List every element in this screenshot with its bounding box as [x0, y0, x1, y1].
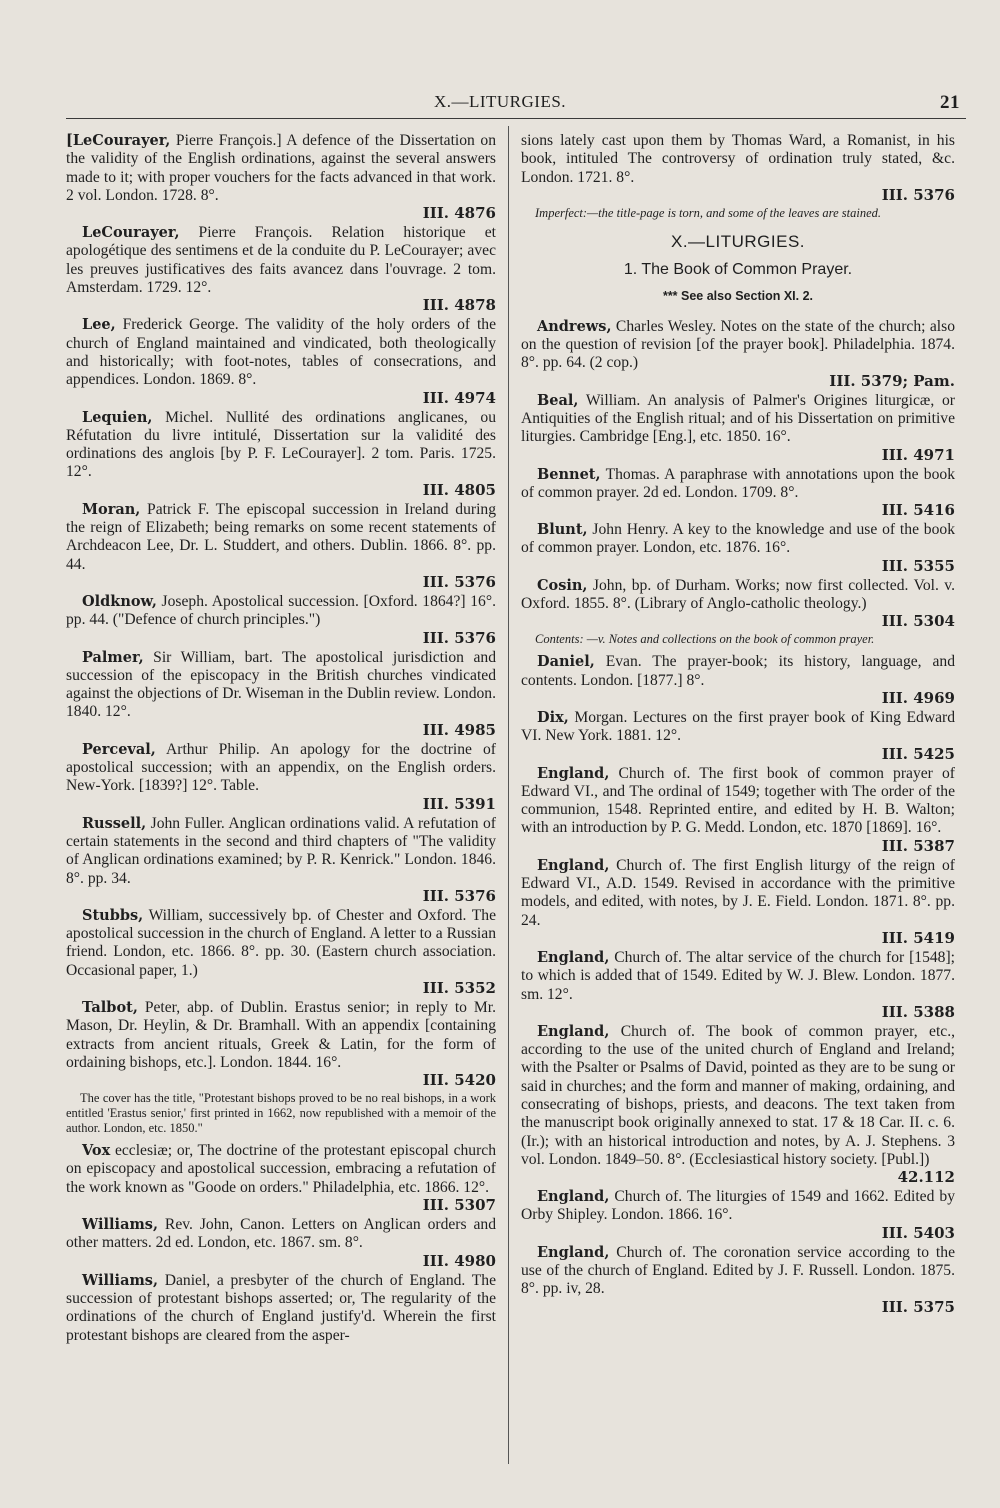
- entry-text: Church of. The liturgies of 1549 and 1662. Edited by Orby Shipley. London. 1866. 16°.: [521, 1188, 955, 1224]
- catalog-entry: [66, 224, 496, 314]
- entry-heading: Moran,: [82, 500, 141, 518]
- section-title: X.—LITURGIES.: [670, 231, 806, 251]
- catalog-entry: [66, 409, 496, 499]
- catalog-entry: [66, 501, 496, 591]
- entry-call-number: III. 5352: [422, 978, 496, 997]
- catalog-entry: [66, 1216, 496, 1270]
- catalog-entry: [521, 1244, 955, 1316]
- entry-heading: Daniel,: [537, 653, 595, 671]
- entry-text: Church of. The first book of common prayer of Edward VI., and The ordinal of 1549; together with The order of the communion, 1548. Reprinted entire, and edited by H. B. Walton; with an introduction by P. G. Medd. London, etc. 1870 [1869]. 16°.: [521, 764, 955, 837]
- entry-text: Morgan. Lectures on the first prayer book of King Edward VI. New York. 1881. 12°.: [521, 708, 955, 745]
- catalog-entry: [66, 1272, 496, 1345]
- entry-heading: Stubbs,: [82, 906, 144, 924]
- entry-heading: Andrews,: [537, 317, 612, 335]
- entry-call-number: III. 5403: [881, 1223, 955, 1242]
- entry-text: Frederick George. The validity of the holy orders of the church of England maintained and vindicated, both theologically and historically; with foot-notes, tables of consecrations, and appendices. London. 1869. 8°.: [66, 316, 496, 389]
- catalog-entry: [66, 1142, 496, 1214]
- entry-call-number: III. 4876: [422, 204, 496, 223]
- entry-text: Michel. Nullité des ordinations anglicanes, ou Réfutation du livre intitulé, Dissertation sur la validité des ordinations des anglois [by P. F. LeCourayer]. 2 tom. Paris. 1725. 12°.: [66, 408, 496, 481]
- entry-call-number: III. 5376: [422, 628, 496, 647]
- right-column: [521, 132, 955, 1318]
- entry-call-number: III. 4805: [422, 480, 496, 499]
- entry-call-number: III. 5425: [881, 744, 955, 763]
- entry-call-number: III. 5387: [881, 836, 955, 855]
- entry-call-number: III. 4971: [881, 445, 955, 464]
- entry-text: John, bp. of Durham. Works; now first collected. Vol. v. Oxford. 1855. 8°. (Library of Anglo-catholic theology.): [521, 576, 955, 613]
- entry-call-number: III. 4878: [422, 296, 496, 315]
- entry-text: Rev. John, Canon. Letters on Anglican orders and other matters. 2d ed. London, etc. 1867. sm. 8°.: [66, 1216, 496, 1252]
- entry-text: Church of. The coronation service according to the use of the church of England. Edited by J. F. Russell. London. 1875. 8°. pp. iv, 28.: [521, 1243, 955, 1298]
- left-column: [66, 132, 496, 1347]
- entry-call-number: III. 5416: [881, 501, 955, 520]
- catalog-entry: [521, 765, 955, 855]
- catalog-entry: [521, 577, 955, 631]
- entry-text: Church of. The first English liturgy of the reign of Edward VI., A.D. 1549. Revised in accordance with the primitive models, and edited, with notes, by J. E. Field. London. 1871. 8°. pp. 24.: [521, 856, 955, 929]
- catalog-entry: [521, 857, 955, 947]
- entry-heading: LeCourayer,: [82, 224, 180, 242]
- catalog-entry: [66, 907, 496, 997]
- entry-text: William, successively bp. of Chester and Oxford. The apostolical succession in the church of England. A letter to a Russian friend. London, etc. 1866. 8°. pp. 30. (Eastern church association. Occasional paper, 1.): [66, 906, 496, 979]
- entry-call-number: III. 5376: [422, 572, 496, 591]
- catalog-entry: [66, 999, 496, 1089]
- catalog-entry: [521, 466, 955, 520]
- entry-call-number: III. 5388: [881, 1002, 955, 1021]
- entry-note: Contents: —v. Notes and collections on the book of common prayer.: [535, 632, 875, 647]
- column-divider: [508, 126, 509, 1464]
- entry-heading: Russell,: [82, 814, 147, 832]
- running-head-title: X.—LITURGIES.: [433, 92, 567, 111]
- entry-text: Thomas. A paraphrase with annotations upon the book of common prayer. 2d ed. London. 1709. 8°.: [521, 465, 955, 501]
- entry-heading: Vox: [82, 1142, 111, 1160]
- catalog-entry: [521, 1188, 955, 1242]
- catalog-entry: [66, 741, 496, 813]
- entry-call-number: III. 5307: [422, 1196, 496, 1215]
- catalog-entry: [66, 132, 496, 222]
- entry-call-number: III. 4985: [422, 720, 496, 739]
- entry-heading: England,: [537, 1022, 610, 1040]
- entry-heading: [LeCourayer,: [66, 132, 171, 149]
- entry-heading: Lequien,: [82, 408, 153, 426]
- entry-text: John Fuller. Anglican ordinations valid. A refutation of certain statements in the second and third chapters of "The validity of Anglican ordinations examined; by P. R. Kenrick." London. 1846. 8°. pp. 34.: [66, 814, 496, 887]
- catalog-entry: [521, 709, 955, 763]
- catalog-entry: [66, 649, 496, 739]
- entry-text: Church of. The altar service of the church for [1548]; to which is added that of 1549. Edited by W. J. Blew. London. 1877. sm. 12°.: [521, 948, 955, 1003]
- entry-text: Pierre François.] A defence of the Dissertation on the validity of the English ordinations, against the several answers made to it; with proper vouchers for the facts advanced in that work. 2 vol. London. 1728. 8°.: [66, 132, 496, 204]
- entry-call-number: III. 5419: [881, 928, 955, 947]
- see-also-note: *** See also Section XI. 2.: [662, 289, 814, 304]
- entry-text: Peter, abp. of Dublin. Erastus senior; in reply to Mr. Mason, Dr. Heylin, & Dr. Bramhall. With an appendix [containing extracts from ancient rituals, Greek & Latin, for the form of ordaining bishops, etc.]. London. 1844. 16°.: [66, 998, 496, 1071]
- entry-note: The cover has the title, "Protestant bishops proved to be no real bishops, in a work entitled 'Erastus senior,' first printed in 1662, now republished with a memoir of the author. London, etc. 1850.": [66, 1091, 496, 1136]
- catalog-entry: [521, 653, 955, 707]
- entry-heading: Beal,: [537, 391, 579, 409]
- entry-heading: England,: [537, 856, 610, 874]
- catalog-entry: [66, 815, 496, 905]
- catalog-entry: [521, 521, 955, 575]
- entry-call-number: III. 5376: [881, 185, 955, 204]
- entry-text: William. An analysis of Palmer's Origines liturgicæ, or Antiquities of the English ritual; and of his Dissertation on primitive liturgies. Cambridge [Eng.], etc. 1850. 16°.: [521, 391, 955, 446]
- entry-text: sions lately cast upon them by Thomas Ward, a Romanist, in his book, intituled The controversy of ordination truly stated, &c. London. 1721. 8°.: [521, 132, 955, 186]
- header-rule: [66, 118, 966, 119]
- entry-call-number: 42.112: [897, 1168, 955, 1187]
- catalog-entry: [521, 1023, 955, 1186]
- catalog-entry: [521, 318, 955, 390]
- entry-heading: Lee,: [82, 316, 116, 334]
- entry-call-number: III. 5379; Pam.: [829, 371, 955, 390]
- entry-text: Patrick F. The episcopal succession in Ireland during the reign of Elizabeth; being remarks on some recent statements of Archdeacon Lee, Dr. L. Studdert, and others. Dublin. 1866. 8°. pp. 44.: [66, 500, 496, 573]
- entry-heading: England,: [537, 764, 610, 782]
- entry-heading: Perceval,: [82, 740, 156, 758]
- entry-text: Joseph. Apostolical succession. [Oxford. 1864?] 16°. pp. 44. ("Defence of church principles."): [66, 592, 496, 629]
- catalog-entry: [521, 392, 955, 464]
- page-number: 21: [940, 92, 960, 113]
- entry-call-number: III. 4980: [422, 1251, 496, 1270]
- entry-heading: England,: [537, 1243, 610, 1261]
- catalog-entry: [66, 316, 496, 406]
- entry-call-number: III. 5376: [422, 886, 496, 905]
- entry-heading: Palmer,: [82, 648, 144, 666]
- entry-call-number: III. 5420: [422, 1071, 496, 1090]
- entry-heading: England,: [537, 1188, 610, 1206]
- entry-heading: Williams,: [82, 1271, 159, 1289]
- entry-call-number: III. 5355: [881, 556, 955, 575]
- entry-note: Imperfect:—the title-page is torn, and some of the leaves are stained.: [535, 205, 881, 220]
- running-head: [0, 92, 1000, 116]
- entry-text: Sir William, bart. The apostolical jurisdiction and succession of the episcopacy in the British churches vindicated against the objections of Dr. Wiseman in the Dublin review. London. 1840. 12°.: [66, 648, 496, 721]
- entry-heading: Oldknow,: [82, 592, 157, 610]
- entry-call-number: III. 4974: [422, 388, 496, 407]
- entry-text: Church of. The book of common prayer, etc., according to the use of the united church of England and Ireland; with the Psalter or Psalms of David, pointed as they are to be sung or said in churches; and the form and manner of making, ordaining, and consecrating of bishops, priests, and deacons. The text taken from the manuscript book originally annexed to stat. 17 & 18 Car. II. c. 6. (Ir.); with an historical introduction and notes, by A. J. Stephens. 3 vol. London. 1849–50. 8°. (Ecclesiastical history society. [Publ.]): [521, 1022, 955, 1168]
- subsection-title: 1. The Book of Common Prayer.: [623, 261, 853, 279]
- entry-text: Evan. The prayer-book; its history, language, and contents. London. [1877.] 8°.: [521, 653, 955, 689]
- entry-text: Arthur Philip. An apology for the doctrine of apostolical succession; with an appendix, on the English orders. New-York. [1839?] 12°. Table.: [66, 740, 496, 795]
- entry-heading: Williams,: [82, 1216, 159, 1234]
- entry-heading: Talbot,: [82, 998, 138, 1016]
- continued-entry: [521, 132, 955, 204]
- entry-call-number: III. 5304: [881, 612, 955, 631]
- catalog-entry: [521, 949, 955, 1021]
- entry-text: Charles Wesley. Notes on the state of the church; also on the question of revision [of the prayer book]. Philadelphia. 1874. 8°. pp. 64. (2 cop.): [521, 317, 955, 372]
- entry-call-number: III. 5391: [422, 794, 496, 813]
- entry-heading: England,: [537, 948, 610, 966]
- entry-text: ecclesiæ; or, The doctrine of the protestant episcopal church on episcopacy and apostolical succession, embracing a refutation of the work known as "Goode on orders." Philadelphia, etc. 1866. 12°.: [66, 1142, 496, 1196]
- catalog-entry: [66, 593, 496, 647]
- entry-heading: Cosin,: [537, 576, 588, 594]
- entry-text: Pierre François. Relation historique et apologétique des sentimens et de la conduite du P. LeCourayer; avec les preuves justificatives des faits avancez dans l'ouvrage. 2 tom. Amsterdam. 1729. 12°.: [66, 224, 496, 297]
- entry-text: John Henry. A key to the knowledge and use of the book of common prayer. London, etc. 1876. 16°.: [521, 521, 955, 557]
- entry-heading: Blunt,: [537, 521, 588, 539]
- entry-heading: Dix,: [537, 708, 569, 726]
- entry-call-number: III. 5375: [881, 1297, 955, 1316]
- entry-text: Daniel, a presbyter of the church of England. The succession of protestant bishops asserted; or, The regularity of the ordinations of the church of England justify'd. Wherein the first protestant bishops are cleared from the asper-: [66, 1271, 496, 1344]
- entry-heading: Bennet,: [537, 465, 601, 483]
- entry-call-number: III. 4969: [881, 688, 955, 707]
